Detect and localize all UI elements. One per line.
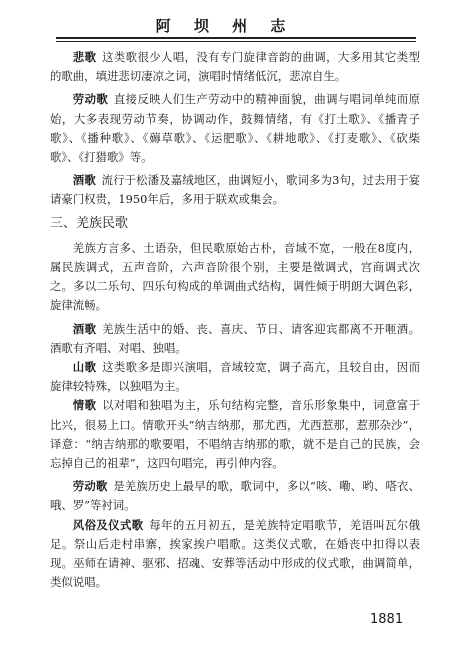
term: 劳动歌 — [72, 479, 108, 494]
term: 酒歌 — [72, 321, 97, 336]
paragraph-qiang-wine-song — [50, 320, 420, 358]
paragraph-mountain-song — [50, 358, 420, 396]
paragraph-love-song — [50, 396, 420, 473]
paragraph-wine-song — [50, 171, 420, 209]
paragraph-text: 是羌族历史上最早的歌，歌词中，多以“咳、嘞、哟、嗒衣、哦、罗”等衬词。 — [50, 479, 420, 513]
page-number: 1881 — [370, 612, 404, 627]
section-heading: 三、羌族民歌 — [50, 215, 129, 231]
term: 山歌 — [72, 360, 97, 375]
header-rule-thin — [56, 41, 416, 42]
running-header: 阿 坝 州 志 — [155, 17, 295, 35]
term: 情歌 — [72, 398, 97, 413]
paragraph-sad-song — [50, 48, 420, 86]
term: 风俗及仪式歌 — [72, 517, 144, 532]
term: 劳动歌 — [72, 92, 109, 107]
paragraph-qiang-labor-song — [50, 477, 420, 515]
paragraph-text: 羌族生活中的婚、丧、喜庆、节日、请客迎宾都离不开咂酒。酒歌有齐唱、对唱、独唱。 — [50, 321, 420, 355]
paragraph-text: 以对唱和独唱为主，乐句结构完整，音乐形象集中，词意富于比兴，很易上口。情歌开头“纳吉纳那，那尤西，尤西惹那，惹那杂沙”，译意：“纳吉纳那的歌要唱，不唱纳吉纳那的歌，就不是自己的民族，会忘掉自己的祖辈”，这四句唱完，再引伸内容。 — [50, 398, 420, 471]
paragraph-intro: 羌族方言多、土语杂，但民歌原始古朴，音域不宽，一般在8度内，属民族调式，五声音阶，六声音阶很个别，主要是徵调式，宫商调式次之。多以二乐句、四乐句构成的单调曲式结构，调性倾于明朗大调色彩，旋律流畅。 — [50, 240, 420, 313]
header-rule-thick — [56, 37, 416, 39]
paragraph-text: 流行于松潘及嘉绒地区，曲调短小，歌词多为3句，过去用于宴请豪门权贵，1950年后，多用于联欢或集会。 — [50, 173, 420, 207]
paragraph-text: 每年的五月初五，是羌族特定唱歌节，羌语叫瓦尔俄足。祭山后走村串寨，挨家挨户唱歌。这类仪式歌，在婚丧中扣得以表现。巫师在请神、驱邪、招魂、安葬等活动中形成的仪式歌，曲调简单，类似说唱。 — [50, 517, 420, 590]
term: 悲歌 — [72, 50, 97, 64]
page-body — [50, 48, 420, 592]
paragraph-text: 这类歌多是即兴演唱，音域较宽，调子高亢，且较自由，因而旋律较特殊，以独唱为主。 — [50, 360, 420, 394]
paragraph-ritual-song — [50, 516, 420, 593]
term: 酒歌 — [72, 173, 96, 188]
paragraph-text: 直接反映人们生产劳动中的精神面貌，曲调与唱词单纯而原始，大多表现劳动节奏，协调动作，鼓舞情绪，有《打土歌》、《播青子歌》、《播种歌》、《薅草歌》、《运肥歌》、《耕地歌》、《打麦歌》、《砍柴歌》、《打猎歌》等。 — [50, 92, 420, 165]
paragraph-labor-song — [50, 90, 420, 167]
paragraph-text: 这类歌很少人唱，没有专门旋律音韵的曲调，大多用其它类型的歌曲，填进悲切凄凉之词，演唱时情绪低沉，悲凉自生。 — [50, 50, 420, 84]
